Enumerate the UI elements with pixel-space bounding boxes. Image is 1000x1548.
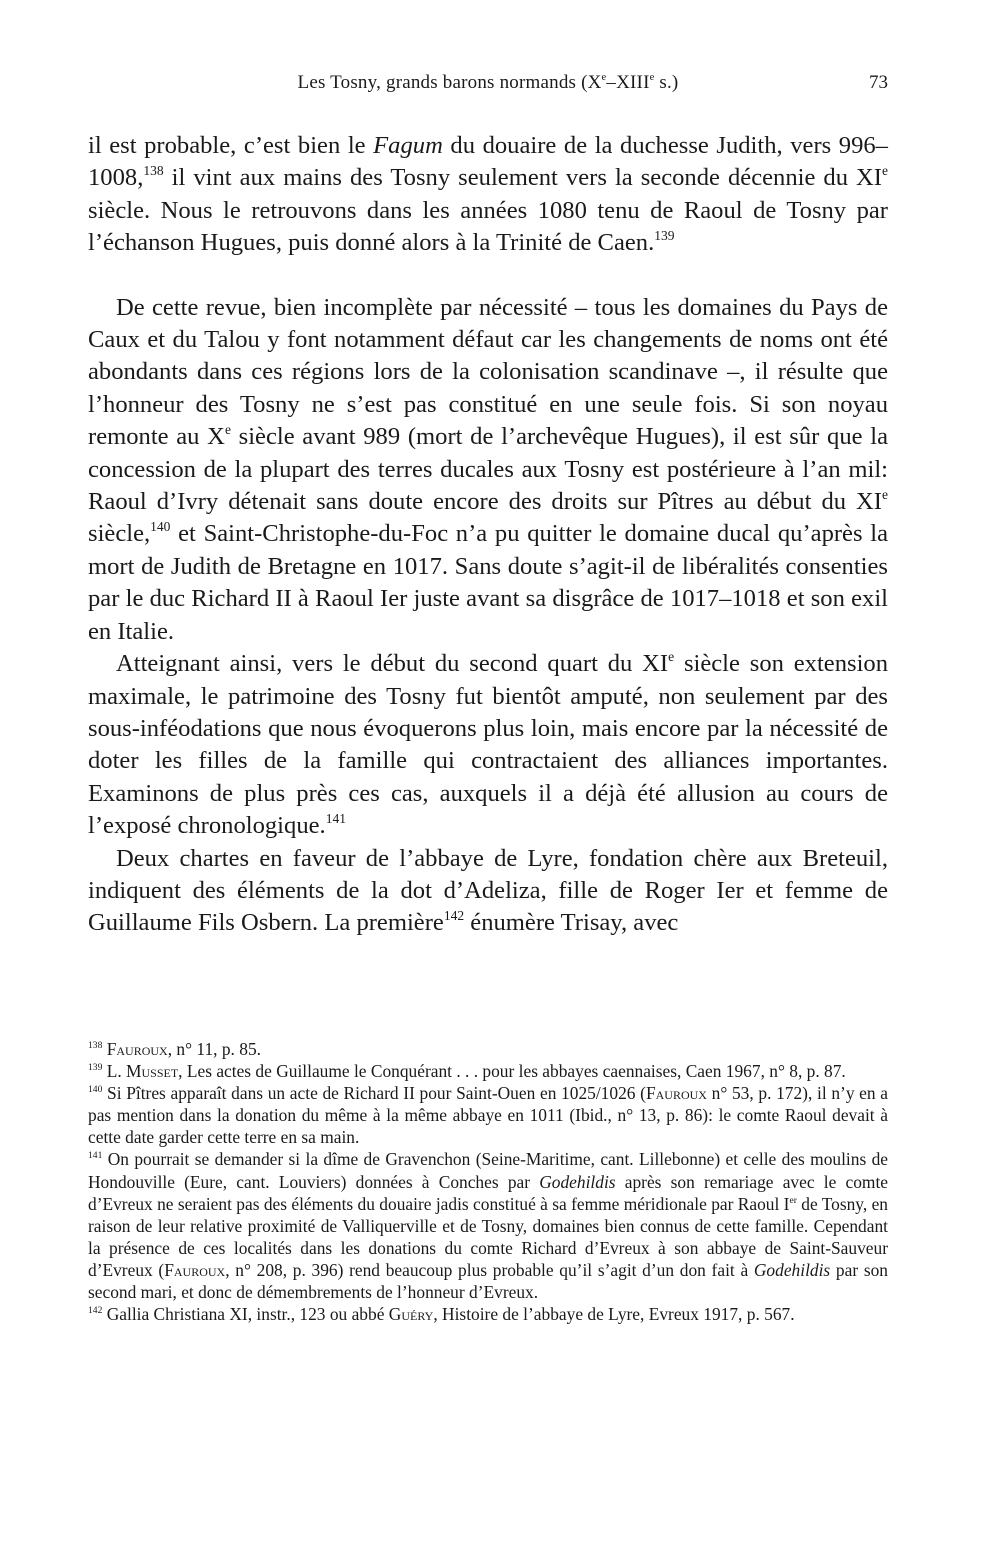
footnote-ref-138[interactable]: 138 (143, 163, 164, 179)
footnotes (88, 1038, 888, 1325)
footnote-139: $^{139}$ L. Musset, Les actes de Guillaume le Conquérant . . . pour les abbayes caennaises, Caen 1967, n° 8, p. 87. (88, 1061, 846, 1082)
paragraph-3: Atteignant ainsi, vers le début du second quart du XIe siècle son extension maximale, le patrimoine des Tosny fut bientôt amputé, non seulement par des sous-inféodations que nous évoquerons plus loin, mais encore par la nécessité de doter les filles de la famille qui contractaient des alliances importantes. Examinons de plus près ces cas, auxquels il a déjà été allusion au cours de l’exposé chronologique.$^{141}$ (88, 648, 888, 840)
body-text (88, 130, 888, 940)
footnote-ref-141[interactable]: 141 (325, 810, 346, 826)
footnote-138: $^{138}$ Fauroux, n° 11, p. 85. (88, 1039, 261, 1059)
footnote-ref-139[interactable]: 139 (654, 228, 675, 244)
paragraph-1: il est probable, c’est bien le Fagum du douaire de la duchesse Judith, vers 996–1008,$^{138}$ il vint aux mains des Tosny seulement vers la seconde décennie du XIe siècle. Nous le retrouvons dans les années 1080 tenu de Raoul de Tosny par l’échanson Hugues, puis donné alors à la Trinité de Caen.$^{139}$ (88, 132, 888, 257)
running-title: Les Tosny, grands barons normands (Xe–XIIIe s.) (297, 72, 679, 93)
footnote-141: $^{141}$ On pourrait se demander si la dîme de Gravenchon (Seine-Maritime, cant. Lillebonne) et celle des moulins de Hondouville (Eure, cant. Louviers) données à Conches par Godehildis après son remariage avec le comte d’Evreux ne seraient pas des éléments du douaire jadis constitué à sa femme méridionale par Raoul Ier de Tosny, en raison de leur relative proximité de Valliquerville et de Tosny, domaines bien connus de cette famille. Cependant la présence de ces localités dans les donations du comte Richard d’Evreux à son abbaye de Saint-Sauveur d’Evreux (Fauroux, n° 208, p. 396) rend beaucoup plus probable qu’il s’agit d’un don fait à Godehildis par son second mari, et donc de démembrements de l’honneur d’Evreux. (88, 1149, 889, 1303)
paragraph-4: Deux chartes en faveur de l’abbaye de Lyre, fondation chère aux Breteuil, indiquent des éléments de la dot d’Adeliza, fille de Roger Ier et femme de Guillaume Fils Osbern. La première$^{142}$ énumère Trisay, avec (88, 844, 888, 937)
footnote-140: $^{140}$ Si Pîtres apparaît dans un acte de Richard II pour Saint-Ouen en 1025/1026 (Fauroux n° 53, p. 172), il n’y en a pas mention dans la donation du même à la même abbaye en 1011 (Ibid., n° 13, p. 86): le comte Raoul devait à cette date garder cette terre en sa main. (88, 1083, 888, 1148)
footnote-142: $^{142}$ Gallia Christiana XI, instr., 123 ou abbé Guéry, Histoire de l’abbaye de Lyre, Evreux 1917, p. 567. (88, 1304, 795, 1325)
running-header (88, 72, 888, 102)
footnote-ref-140[interactable]: 140 (150, 519, 171, 535)
paragraph-2: De cette revue, bien incomplète par nécessité – tous les domaines du Pays de Caux et du Talou y font notamment défaut car les changements de noms ont été abondants dans ces régions lors de la colonisation scandinave –, il résulte que l’honneur des Tosny ne s’est pas constitué en une seule fois. Si son noyau remonte au Xe siècle avant 989 (mort de l’archevêque Hugues), il est sûr que la concession de la plupart des terres ducales aux Tosny est postérieure à l’an mil: Raoul d’Ivry détenait sans doute encore des droits sur Pîtres au début du XIe siècle,$^{140}$ et Saint-Christophe-du-Foc n’a pu quitter le domaine ducal qu’après la mort de Judith de Bretagne en 1017. Sans doute s’agit-il de libéralités consenties par le duc Richard II à Raoul Ier juste avant sa disgrâce de 1017–1018 et son exil en Italie. (88, 293, 888, 645)
footnote-ref-142[interactable]: 142 (443, 908, 465, 924)
page-number: 73 (869, 72, 888, 93)
